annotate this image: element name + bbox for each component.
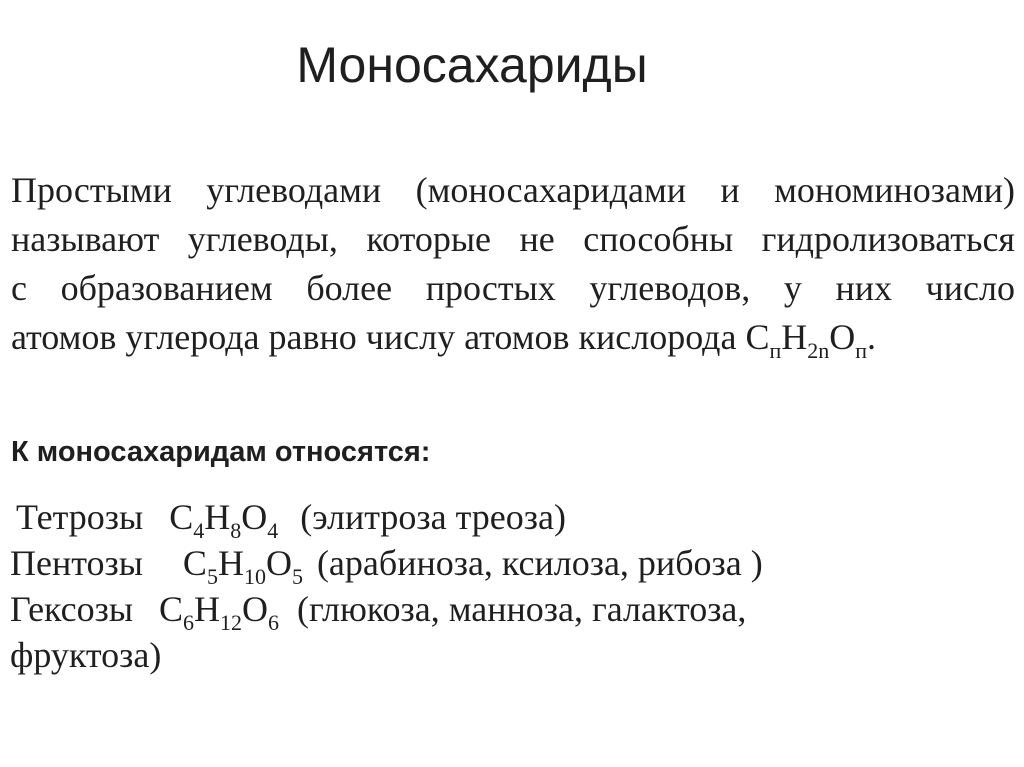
item-formula [182, 543, 303, 589]
item-examples-continued: фруктоза) [10, 635, 162, 675]
item-formula [159, 589, 280, 635]
formula-o-sub: 6 [268, 610, 280, 635]
formula-h-sub: 8 [230, 518, 242, 543]
formula-c: C [159, 589, 184, 629]
formula-o-sub: 4 [267, 518, 279, 543]
definition-paragraph [11, 166, 1015, 362]
formula-h: H [204, 497, 231, 537]
formula-h-sub: 12 [220, 610, 243, 635]
definition-line-4-text: атомов углерода равно числу атомов кислорода [11, 317, 746, 357]
formula-c-sub: 6 [183, 610, 195, 635]
definition-line-3: с образованием более простых углеводов, у них число [11, 268, 1015, 308]
formula-c: C [169, 497, 194, 537]
formula-o-sub: п [855, 338, 868, 363]
monosaccharide-list [10, 494, 1010, 678]
formula-c-sub: 4 [193, 518, 205, 543]
formula-h-sub: 10 [243, 564, 266, 589]
list-item-tetroses [10, 494, 1010, 543]
item-formula [169, 497, 279, 543]
formula-o: O [242, 589, 269, 629]
formula-o-sub: 5 [291, 564, 303, 589]
formula-c: C [182, 543, 207, 583]
list-item-hexoses-continued [10, 632, 1010, 678]
definition-line-4 [11, 313, 1015, 362]
formula-c: C [745, 317, 770, 357]
item-name: Гексозы [10, 589, 134, 629]
formula-c-sub: п [769, 338, 782, 363]
definition-line-2: называют углеводы, которые не способны гидролизоваться [11, 219, 1015, 259]
item-examples: (глюкоза, манноза, галактоза, [297, 589, 747, 629]
item-examples: (элитроза треоза) [300, 497, 566, 537]
definition-line-1: Простыми углеводами (моносахаридами и мономинозами) [11, 170, 1015, 210]
formula-h: H [194, 589, 221, 629]
formula-o: O [265, 543, 292, 583]
formula-h: H [217, 543, 244, 583]
list-item-pentoses [10, 540, 1010, 589]
formula-o: O [241, 497, 268, 537]
item-examples: (арабиноза, ксилоза, рибоза ) [316, 543, 763, 583]
item-name: Пентозы [10, 543, 143, 583]
item-name: Тетрозы [16, 497, 144, 537]
list-item-hexoses [10, 586, 1010, 635]
formula-o: O [829, 317, 856, 357]
formula-c-sub: 5 [206, 564, 218, 589]
formula-period: . [867, 317, 877, 357]
general-formula [745, 317, 877, 363]
formula-h-sub: 2n [807, 338, 830, 363]
formula-h: H [781, 317, 808, 357]
section-subheading: К моносахаридам относятся: [11, 436, 431, 468]
slide-title: Моносахариды [296, 37, 648, 93]
